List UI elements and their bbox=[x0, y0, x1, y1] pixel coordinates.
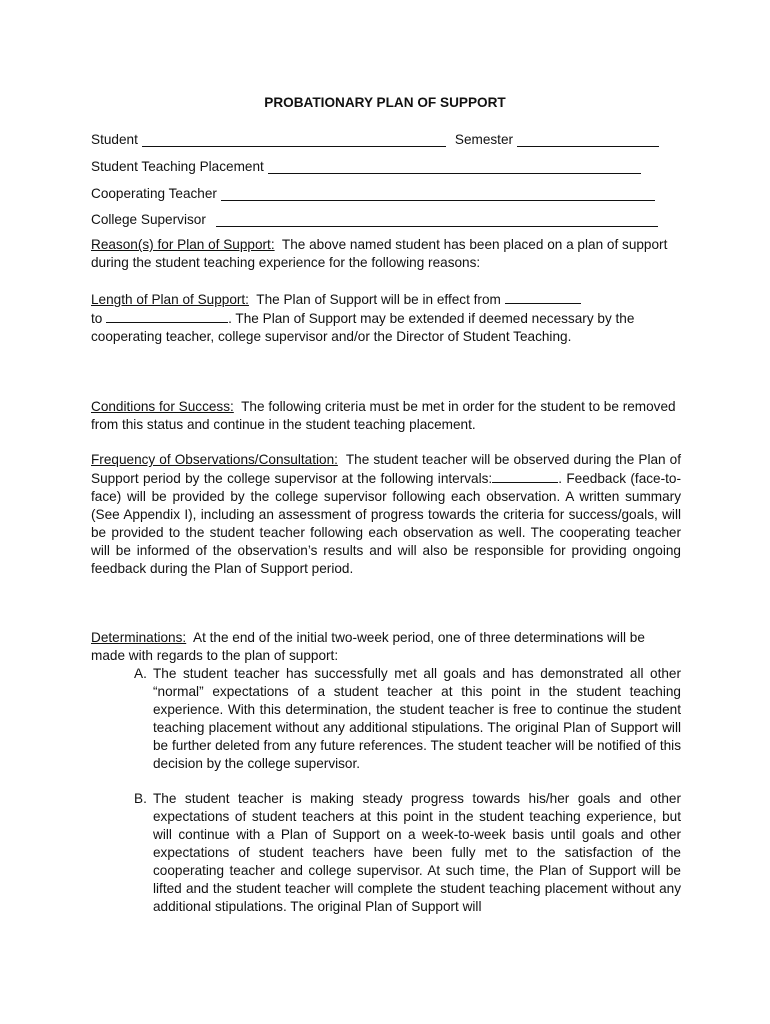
semester-label: Semester bbox=[454, 132, 514, 147]
length-to-word: to bbox=[91, 311, 103, 326]
college-supervisor-row bbox=[91, 209, 658, 227]
start-date-field[interactable] bbox=[505, 290, 581, 304]
frequency-text-after: . Feedback (face-to-face) will be provided by the college supervisor following each observation. A written summary (See Appendix I), including an assessment of progress towards the criteria for success/goals, will be provided to the student teacher following each observation as well. The cooperating teacher will be informed of the observation’s results and will also be responsible for providing ongoing feedback during the Plan of Support period. bbox=[91, 471, 682, 576]
length-section bbox=[91, 290, 681, 346]
student-label: Student bbox=[91, 132, 138, 147]
frequency-text-before: The student teacher will be observed during the Plan of Support period by the college supervisor at the following intervals: bbox=[91, 452, 681, 486]
intervals-field[interactable] bbox=[492, 469, 558, 483]
conditions-section bbox=[91, 398, 681, 434]
list-item-text: The student teacher is making steady progress towards his/her goals and other expectations of student teachers at this point in the student teaching experience, but will continue with a Plan of Support on a week-to-week basis until goals and other expectations of student teachers have been fully met to the satisfaction of the cooperating teacher and college supervisor. At such time, the Plan of Support will be lifted and the student teacher will complete the student teaching placement without any additional stipulations. The original Plan of Support will bbox=[153, 791, 681, 914]
frequency-heading: Frequency of Observations/Consultation: bbox=[91, 452, 338, 467]
student-row bbox=[91, 129, 659, 147]
list-marker: A. bbox=[134, 666, 147, 681]
determinations-section bbox=[91, 629, 681, 665]
cooperating-teacher-row bbox=[91, 183, 655, 201]
placement-label: Student Teaching Placement bbox=[91, 159, 264, 174]
length-text-before: The Plan of Support will be in effect from bbox=[256, 292, 501, 307]
college-supervisor-field[interactable] bbox=[216, 212, 658, 227]
determination-item-a bbox=[134, 665, 681, 773]
placement-row bbox=[91, 156, 641, 174]
list-marker: B. bbox=[134, 791, 147, 806]
cooperating-teacher-label: Cooperating Teacher bbox=[91, 186, 217, 201]
student-field[interactable] bbox=[142, 132, 446, 147]
end-date-field[interactable] bbox=[106, 309, 228, 323]
conditions-text: The following criteria must be met in order for the student to be removed from this status and continue in the student teaching placement. bbox=[91, 399, 676, 432]
conditions-heading: Conditions for Success: bbox=[91, 399, 234, 414]
reasons-heading: Reason(s) for Plan of Support: bbox=[91, 237, 275, 252]
determinations-heading: Determinations: bbox=[91, 630, 187, 645]
page-title: PROBATIONARY PLAN OF SUPPORT bbox=[264, 95, 506, 110]
reasons-section bbox=[91, 236, 681, 272]
determinations-text: At the end of the initial two-week period, one of three determinations will be made with regards to the plan of support: bbox=[91, 630, 645, 663]
list-item-text: The student teacher has successfully met all goals and has demonstrated all other “normal” expectations of a student teacher at this point in the student teaching experience. With this determination, the student teacher is free to continue the student teaching placement without any additional stipulations. The original Plan of Support will be further deleted from any future references. The student teacher will be notified of this decision by the college supervisor. bbox=[153, 666, 681, 771]
length-heading: Length of Plan of Support: bbox=[91, 292, 249, 307]
cooperating-teacher-field[interactable] bbox=[221, 186, 655, 201]
determination-item-b bbox=[134, 790, 681, 916]
reasons-text: The above named student has been placed on a plan of support during the student teaching experience for the following reasons: bbox=[91, 237, 668, 270]
placement-field[interactable] bbox=[268, 159, 641, 174]
college-supervisor-label: College Supervisor bbox=[91, 212, 206, 227]
length-text-after: . The Plan of Support may be extended if deemed necessary by the cooperating teacher, college supervisor and/or the Director of Student Teaching. bbox=[91, 311, 635, 344]
frequency-section bbox=[91, 451, 681, 578]
semester-field[interactable] bbox=[517, 132, 659, 147]
